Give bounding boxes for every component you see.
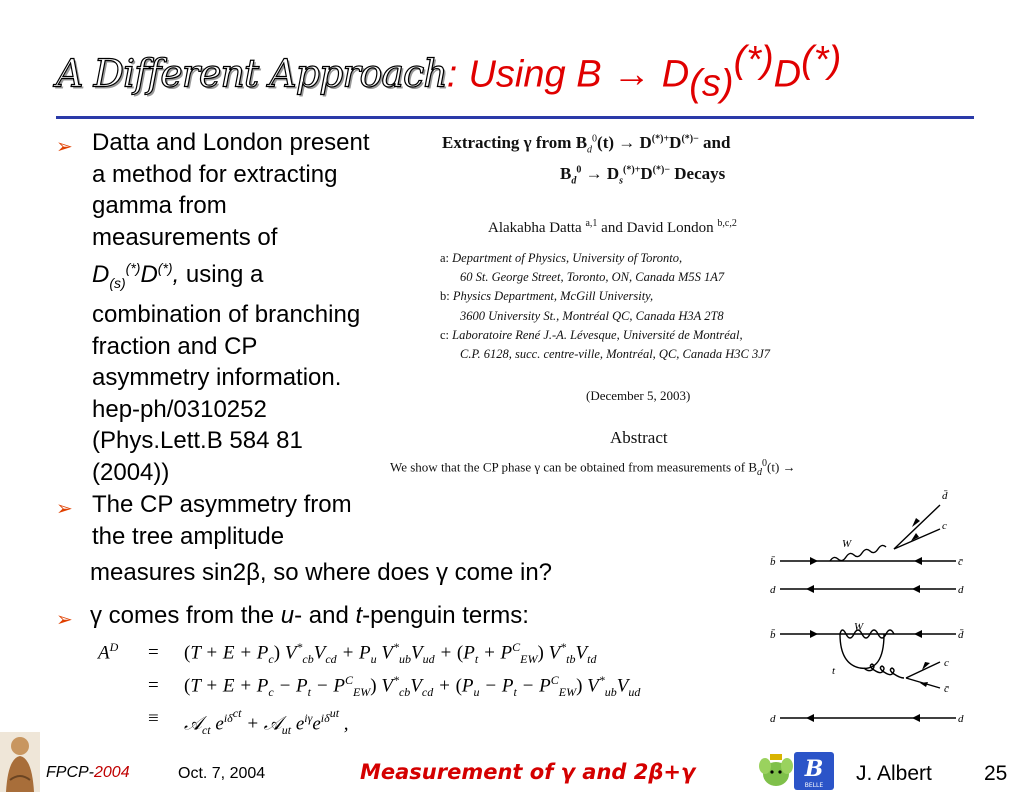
eq-lhs-a: A [98, 642, 110, 664]
eq-line-3: 𝒜$_{ct}$ $e^{i\delta^{ct}}$ + 𝒜$_{ut}$ $e^{i\gamma}e^{i\delta^{ut}}$ , [184, 706, 349, 738]
bullet-3-text-a: comes from the [108, 602, 275, 629]
gluon-coil [864, 664, 904, 678]
footer-date: Oct. 7, 2004 [178, 765, 266, 782]
bullet-3-u: u [280, 602, 295, 629]
bullet-1-line: hep-ph/0310252 [92, 395, 267, 423]
slide-title [56, 36, 841, 107]
title-part1: A Different Approach [56, 51, 447, 96]
bullet-2-line: the tree amplitude [92, 522, 285, 550]
line-c [906, 662, 940, 678]
affil-label: a: [440, 251, 450, 265]
svg-text:B: B [804, 756, 824, 782]
paper-title-c: D [669, 133, 682, 152]
bullet-1-tail: using a [185, 261, 264, 288]
affil-c [440, 326, 770, 345]
arrow-icon [914, 630, 922, 638]
label-c: c [942, 520, 947, 532]
paper-affiliations [440, 249, 770, 364]
bullet-3 [90, 600, 529, 632]
paper-title2-d: Decays [674, 164, 726, 183]
bullet-1-line: combination of branching [92, 301, 361, 329]
eq-line-2: $(T + E + P_c - P_t - P^C_{EW})$ $V^*_{cb}V_{cd} + (P_u - P_t - P^C_{EW})$ $V^*_{ub}V_{ud}$ [184, 673, 641, 700]
label-dbar: d̄ [958, 629, 964, 641]
title-sup2: (*) [801, 39, 842, 81]
label-cbar: c̄ [958, 556, 963, 568]
affil-line: 60 St. George Street, Toronto, ON, Canada M5S 1A7 [460, 270, 725, 285]
paper-title2-sup2: (*)+ [623, 164, 641, 176]
arrow-icon [810, 630, 818, 638]
paper-author-1: Alakabha Datta [488, 220, 582, 236]
line-dbar [894, 505, 940, 549]
bullet-3-text-b: - and [294, 602, 349, 629]
title-d2: D [773, 53, 802, 96]
abstract-text-b: (t) → [767, 459, 796, 475]
title-arrow: → [612, 53, 651, 96]
footer-conf-year: 2004 [94, 764, 130, 781]
paper-author-1-sup: a,1 [585, 218, 598, 229]
bullet-3-text-c: -penguin terms: [362, 602, 529, 629]
bullet-arrow-icon: ➢ [56, 498, 73, 520]
affil-a [440, 249, 770, 268]
arrow-icon [806, 714, 814, 722]
belle-logo-text: BELLE [804, 782, 824, 789]
paper-title-line2 [560, 164, 725, 186]
label-t: t [832, 665, 836, 677]
bullet-1-line: (Phys.Lett.B 584 81 [92, 427, 303, 455]
paper-title2-a: B [560, 164, 572, 183]
line-c [894, 529, 940, 549]
title-colon: : [446, 53, 458, 96]
label-bbar: b̄ [770, 556, 776, 568]
paper-title-sup2: (*)+ [651, 133, 670, 145]
bullet-1-line: measurements of [92, 223, 278, 251]
bullet-2-line3: measures sin2β, so where does γ come in? [90, 559, 553, 586]
affil-line: Physics Department, McGill University, [452, 289, 654, 304]
bullet-3-t: t [355, 602, 363, 629]
bullet-1-line: Datta and London present [92, 129, 370, 156]
affil-label: b: [440, 289, 450, 304]
bullet-1-line: (2004)) [92, 458, 170, 486]
label-d-left: d [770, 713, 776, 725]
paper-title-line1 [442, 133, 730, 155]
arrow-icon [914, 557, 922, 565]
bullet-1-formula-line [92, 253, 432, 299]
bullet-1-sup1: (*) [125, 260, 141, 276]
affil-line: 3600 University St., Montréal QC, Canada H3A 2T8 [460, 308, 724, 323]
affil-label: c: [440, 327, 450, 342]
abstract-sub: d [757, 466, 763, 478]
bullet-1-comma: , [172, 261, 180, 288]
title-divider [56, 116, 974, 119]
paper-date: (December 5, 2003) [586, 388, 691, 403]
arrow-icon [810, 557, 818, 565]
arrow-icon [912, 714, 920, 722]
label-cbar: c̄ [944, 683, 949, 695]
bullet-1-line: fraction and CP [92, 332, 258, 360]
bullet-1-sub: (s) [109, 274, 126, 291]
label-d-right: d [958, 713, 964, 725]
affil-line: Laboratoire René J.-A. Lévesque, Université de Montréal, [452, 327, 743, 342]
paper-title2-sub: d [571, 175, 577, 187]
paper-authors [488, 218, 737, 237]
footer-talk-title: Measurement of γ and 2β+γ [360, 760, 696, 784]
paper-abstract-heading: Abstract [610, 428, 668, 447]
paper-title2-c: D [640, 164, 653, 183]
bullet-1 [92, 127, 432, 488]
affil-line: C.P. 6128, succ. centre-ville, Montréal, QC, Canada H3C 3J7 [460, 347, 771, 362]
bullet-arrow-icon: ➢ [56, 136, 73, 158]
title-part2: Using B [468, 53, 602, 96]
paper-author-2: and David London [601, 220, 714, 236]
bullet-2-line: The CP asymmetry from [92, 491, 352, 518]
label-w: W [854, 622, 864, 633]
bullet-1-d: D [92, 261, 110, 288]
bullet-1-line: asymmetry information. [92, 364, 342, 392]
label-bbar: b̄ [770, 629, 776, 641]
title-sub-s: (s) [689, 62, 734, 105]
belle-logo-icon [794, 752, 834, 790]
bullet-1-line: a method for extracting [92, 160, 338, 188]
eq-lhs [98, 640, 118, 664]
penguin-diagram [770, 622, 970, 732]
paper-title-sup: 0 [592, 133, 598, 145]
arrow-icon [806, 585, 814, 593]
bullet-1-line: gamma from [92, 192, 227, 219]
abstract-sup: 0 [762, 458, 768, 469]
paper-title-d: and [703, 133, 731, 152]
label-d-left: d [770, 584, 776, 596]
paper-author-2-sup: b,c,2 [717, 218, 737, 229]
eq-rel-2: = [148, 675, 159, 696]
w-boson-wave [830, 545, 886, 561]
paper-title2-sup3: (*)− [652, 164, 671, 176]
label-dbar: d̄ [942, 490, 948, 502]
logo-figure-icon [0, 732, 40, 792]
bullet-arrow-icon: ➢ [56, 609, 73, 631]
eq-rel-3: ≡ [148, 708, 159, 729]
footer-author: J. Albert [856, 762, 932, 785]
footer-page-number: 25 [984, 762, 1008, 785]
bullet-1-d2: D [140, 261, 158, 288]
paper-title-sub: d [587, 144, 593, 156]
title-d1: D [661, 53, 690, 96]
affil-line: Department of Physics, University of Toronto, [452, 251, 683, 265]
paper-title-a: Extracting γ from B [442, 133, 588, 152]
paper-title-sup3: (*)− [681, 133, 699, 145]
label-d-right: d [958, 584, 964, 596]
paper-abstract-text [390, 458, 796, 478]
babar-mascot-icon [758, 752, 794, 790]
bullet-1-sup2: (*) [157, 260, 173, 276]
arrow-icon [912, 585, 920, 593]
eq-lhs-sup: D [109, 640, 119, 654]
title-sup1: (*) [733, 39, 774, 81]
footer-conf-name: FPCP- [46, 764, 94, 781]
paper-title2-sup: 0 [576, 164, 582, 176]
bullet-3-gamma: γ [90, 602, 102, 629]
paper-title2-sub2: s [619, 175, 624, 187]
paper-title-b: (t) → D [597, 133, 652, 152]
eq-rel-1: = [148, 642, 159, 663]
label-w: W [842, 538, 852, 550]
eq-line-1: $(T + E + P_c)$ $V^*_{cb}V_{cd} + P_u$ $V^*_{ub}V_{ud} + (P_t + P^C_{EW})$ $V^*_{tb}V_{td}$ [184, 640, 597, 667]
affil-b [440, 287, 770, 306]
bullet-2 [92, 489, 432, 552]
top-loop [840, 634, 884, 668]
label-c: c [944, 657, 949, 669]
tree-diagram [770, 485, 970, 605]
paper-title2-b: → D [585, 164, 620, 183]
footer-conference [46, 764, 130, 782]
abstract-text-a: We show that the CP phase γ can be obtained from measurements of B [390, 459, 758, 475]
